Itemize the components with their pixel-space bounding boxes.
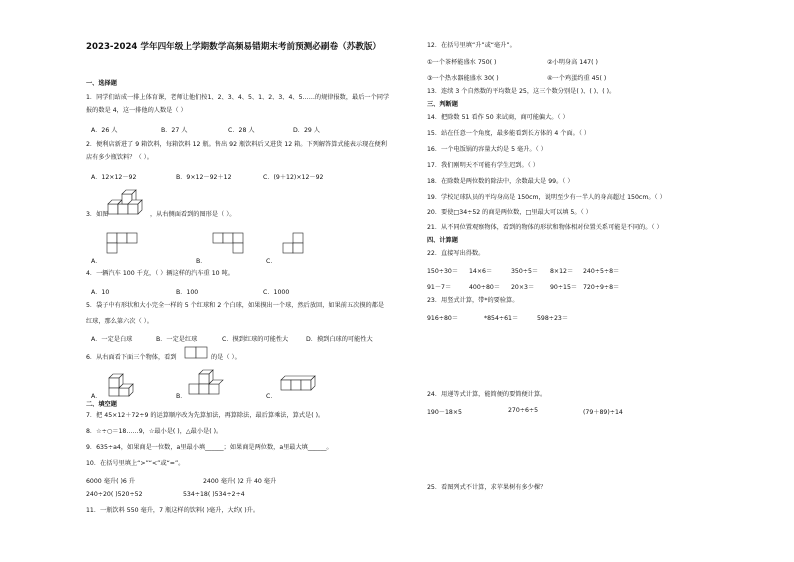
option-a: A．26 人	[91, 127, 118, 134]
object-figure-a	[107, 372, 137, 398]
question-2-line2: 店有多少瓶饮料？（ ）。	[86, 154, 153, 161]
option-b: B．27 人	[161, 127, 188, 134]
step-calc-item: 270÷6÷5	[508, 407, 539, 414]
question-3-label: 3．如图	[86, 211, 109, 218]
option-c: C．	[266, 258, 277, 265]
view-figure-a	[107, 233, 151, 257]
question-3-text: ，从右侧面看到的图形是（ ）。	[150, 211, 236, 218]
option-c: C．	[266, 393, 277, 400]
question-16: 16．一个电饭锅的容量大约是 5 毫升。（ ）	[427, 146, 547, 153]
question-23: 23．用竖式计算，带*的要验算。	[427, 297, 519, 304]
option-b: B．100	[176, 289, 199, 296]
section-fill-blank: 二、填空题	[86, 401, 117, 408]
unit-item: ④一个鸡蛋约重 45( )	[547, 75, 607, 82]
question-4: 4．一辆汽车 100 千克，（ ）辆这样的汽车重 10 吨。	[86, 270, 234, 277]
section-calc: 四、计算题	[427, 237, 458, 244]
question-6-text: 的是（ ）。	[211, 354, 241, 361]
question-22: 22．直接写出得数。	[427, 250, 485, 257]
compare-item: 534÷18( )534÷2÷4	[183, 491, 245, 498]
option-b: B．	[196, 258, 207, 265]
question-2-line1: 2．便利店新进了 9 箱饮料，每箱饮料 12 瓶。售出 92 瓶饮料后又进货 12 箱。下列解答算式能表示现在便利	[86, 141, 387, 148]
object-figure-c	[281, 374, 319, 396]
question-8: 8．☆÷○＝18……9，☆最小是( )，△最小是( )。	[86, 428, 223, 435]
option-a: A．	[91, 258, 102, 265]
section-choice: 一、选择题	[86, 80, 117, 87]
option-b: B．一定是红球	[156, 336, 198, 343]
option-c: C．1000	[263, 289, 290, 296]
question-10: 10．在括号里填上“>”“<”或“=”。	[86, 460, 185, 467]
mental-calc-item: 8×12＝	[550, 268, 574, 275]
mental-calc-item: 14×6＝	[469, 268, 493, 275]
target-view-figure	[185, 347, 209, 361]
option-c: C．摸到红球的可能性大	[222, 336, 289, 343]
compare-item: 240÷20( )520÷52	[86, 491, 143, 498]
mental-calc-item: 90÷15＝	[550, 284, 578, 291]
option-d: D．摸到白球的可能性大	[306, 336, 373, 343]
question-15: 15．站在任意一个角度，最多能看到长方体的 4 个面。（ ）	[427, 130, 591, 137]
question-19: 19．学校足球队员的平均身高是 150cm，说明至少有一半人的身高超过 150cm。（ ）	[427, 194, 666, 201]
mental-calc-item: 400÷80＝	[469, 284, 501, 291]
cube-figure	[108, 190, 142, 214]
question-6-label: 6．从右面看下面三个物体，看到	[86, 354, 177, 361]
question-5-line1: 5．袋子中有形状和大小完全一样的 5 个红球和 2 个白球，如果摸出一个球，然后放回，如果前五次摸的都是	[86, 302, 385, 309]
question-1-line1: 1．同学们站成一排上体育课，老师让他们按1、2、3、4、5、1、2、3、4、5……的规律报数，最后一个同学	[86, 94, 390, 101]
unit-item: ①一个茶杯能盛水 750( )	[427, 59, 497, 66]
option-c: C．(9＋12)×12－92	[263, 174, 324, 181]
option-b: B．9×12－92＋12	[176, 174, 232, 181]
question-11: 11．一瓶饮料 550 毫升，7 瓶这样的饮料( )毫升，大约( )升。	[86, 507, 260, 514]
question-25: 25．看图列式不计算，求苹果树有多少棵？	[427, 484, 547, 491]
mental-calc-item: 91－7＝	[427, 284, 452, 291]
question-14: 14．把除数 51 看作 50 来试商，商可能偏大。（ ）	[427, 114, 569, 121]
vertical-calc-item: 598÷23＝	[537, 315, 569, 322]
vertical-calc-item: 916÷80＝	[427, 315, 459, 322]
option-d: D．29 人	[293, 127, 320, 134]
question-20: 20．要使□34÷52 的商是两位数，□里最大可以填 5。（ ）	[427, 209, 592, 216]
option-a: A．12×12－92	[91, 174, 137, 181]
section-judge: 三、判断题	[427, 101, 458, 108]
option-c: C．28 人	[228, 127, 255, 134]
option-a: A．	[91, 393, 102, 400]
mental-calc-item: 720÷9÷8＝	[583, 284, 620, 291]
question-24: 24．用递等式计算，能简便的要简便计算。	[427, 391, 547, 398]
view-figure-b	[213, 233, 257, 257]
question-9: 9．635÷a4，如果商是一位数，a里最小填______；如果商是两位数，a里最大填______。	[86, 444, 333, 451]
question-17: 17．我们刚明天不可能有学生迟到。（ ）	[427, 162, 539, 169]
question-21: 21．从不同位置观察物体，看到的物体的形状和物体相对位置关系可能是不同的。（ ）	[427, 224, 663, 231]
exam-title: 2023-2024 学年四年级上学期数学高频易错期末考前预测必刷卷（苏教版）	[86, 42, 382, 52]
unit-item: ③一个热水器能盛水 30( )	[427, 75, 499, 82]
option-b: B．	[176, 393, 187, 400]
compare-item: 2400 毫升( )2 升 40 毫升	[203, 478, 277, 485]
step-calc-item: 190－18×5	[427, 409, 462, 416]
option-a: A．一定是白球	[91, 336, 133, 343]
vertical-calc-item: *854÷61＝	[484, 315, 519, 322]
mental-calc-item: 350÷5＝	[511, 268, 539, 275]
mental-calc-item: 240÷5÷8＝	[583, 268, 620, 275]
compare-item: 6000 毫升( )6 升	[86, 478, 135, 485]
cube-stack-figure	[106, 192, 150, 220]
mental-calc-item: 150÷30＝	[427, 268, 459, 275]
question-1-line2: 报的数是 4，这一排他的人数是（ ）	[86, 107, 187, 114]
view-figure-c	[283, 233, 327, 257]
unit-item: ②小明身高 147( )	[547, 59, 598, 66]
object-figure-b	[189, 370, 223, 398]
question-18: 18．在除数是两位数的除法中，余数最大是 99。（ ）	[427, 178, 574, 185]
mental-calc-item: 20×3＝	[511, 284, 535, 291]
question-7: 7．把 45×12＋72÷9 的运算顺序改为先算加法，再算除法，最后算乘法，算式是( )。	[86, 412, 325, 419]
question-5-line2: 红球，那么第六次（ ）。	[86, 318, 153, 325]
option-a: A．10	[91, 289, 110, 296]
question-12: 12．在括号里填“升”或“毫升”。	[427, 42, 516, 49]
question-13: 13．连续 3 个自然数的平均数是 25，这三个数分别是( )、( )、( )。	[427, 88, 616, 95]
step-calc-item: (79＋89)÷14	[583, 409, 623, 416]
